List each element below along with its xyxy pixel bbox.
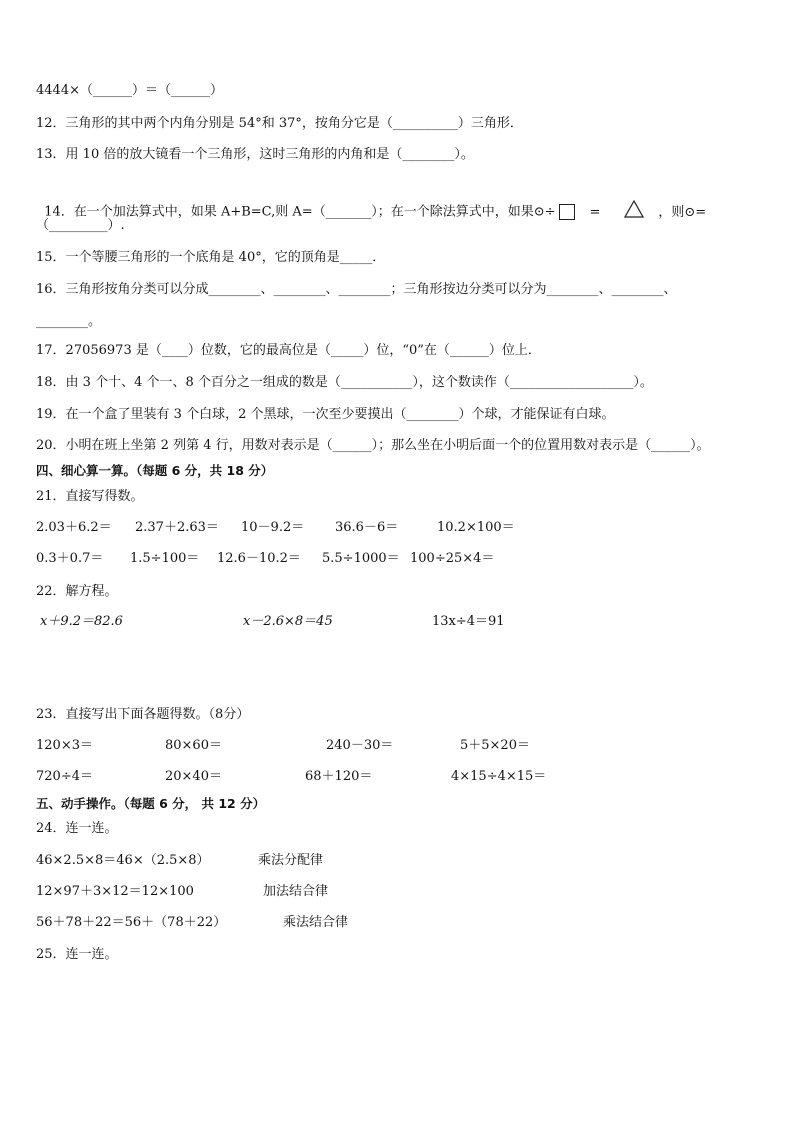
question-18: 18．由 3 个十、4 个一、8 个百分之一组成的数是（___________），这个数读作（___________________）。 (36, 375, 653, 390)
q23-row1-item: 240－30＝ (326, 738, 394, 753)
q22-equation: 13x÷4＝91 (432, 614, 505, 629)
question-14-line2: （_________）. (36, 218, 125, 233)
q21-row1-item: 10－9.2＝ (241, 520, 305, 535)
q23-row1-item: 5＋5×20＝ (460, 738, 530, 753)
question-20: 20．小明在班上坐第 2 列第 4 行，用数对表示是（______）；那么坐在小明后面一个的位置用数对表示是（______）。 (36, 438, 710, 453)
q21-row2-item: 12.6－10.2＝ (217, 551, 301, 566)
q21-row1-item: 2.03＋6.2＝ (36, 520, 112, 535)
question-13: 13．用 10 倍的放大镜看一个三角形，这时三角形的内角和是（________）。 (36, 147, 474, 162)
question-25: 25．连一连。 (36, 947, 118, 962)
question-16-line2: ________。 (36, 314, 102, 329)
q21-row1-item: 10.2×100＝ (437, 520, 515, 535)
q24-left-item: 46×2.5×8＝46×（2.5×8） (36, 853, 210, 868)
q24-left-item: 12×97＋3×12＝12×100 (36, 884, 194, 899)
q21-row2-item: 0.3＋0.7＝ (36, 551, 104, 566)
question-21-title: 21．直接写得数。 (36, 489, 144, 504)
question-23-title: 23．直接写出下面各题得数。（8分） (36, 707, 250, 722)
section-4-heading: 四、细心算一算。（每题 6 分，共 18 分） (36, 463, 274, 478)
question-16-line1: 16．三角形按角分类可以分成________、________、________；三角形按边分类可以分为________、________、 (36, 282, 677, 297)
question-14 (36, 181, 706, 225)
question-12: 12．三角形的其中两个内角分别是 54°和 37°，按角分它是（__________）三角形． (36, 116, 523, 131)
question-19: 19．在一个盒了里装有 3 个白球，2 个黑球，一次至少要摸出（________）个球，才能保证有白球。 (36, 407, 615, 422)
q24-right-item: 乘法分配律 (258, 853, 324, 868)
q24-right-item: 加法结合律 (263, 884, 329, 899)
q21-row2-item: 100÷25×4＝ (410, 551, 495, 566)
top-line: 4444×（______）＝（______） (36, 83, 223, 98)
question-24-title: 24．连一连。 (36, 821, 118, 836)
question-22-title: 22．解方程。 (36, 584, 118, 599)
q21-row2-item: 1.5÷100＝ (130, 551, 200, 566)
question-15: 15．一个等腰三角形的一个底角是 40°，它的顶角是_____． (36, 250, 386, 265)
q24-right-item: 乘法结合律 (283, 915, 349, 930)
q23-row2-item: 20×40＝ (165, 769, 222, 784)
q23-row2-item: 720÷4＝ (36, 769, 93, 784)
q21-row1-item: 2.37＋2.63＝ (135, 520, 219, 535)
q21-row2-item: 5.5÷1000＝ (322, 551, 400, 566)
section-5-heading: 五、动手操作。（每题 6 分， 共 12 分） (36, 796, 266, 811)
question-14-eq: = (589, 204, 601, 220)
q22-equation: x－2.6×8＝45 (243, 614, 333, 629)
q22-equation: x＋9.2＝82.6 (40, 614, 123, 629)
q23-row2-item: 4×15÷4×15＝ (451, 769, 547, 784)
q23-row1-item: 80×60＝ (165, 738, 222, 753)
square-icon (559, 204, 575, 220)
triangle-icon (624, 199, 644, 225)
question-17: 17．27056973 是（____）位数，它的最高位是（_____）位，“0”在（______）位上． (36, 343, 541, 358)
q23-row2-item: 68＋120＝ (305, 769, 373, 784)
q23-row1-item: 120×3＝ (36, 738, 93, 753)
q21-row1-item: 36.6－6＝ (335, 520, 399, 535)
question-14-part2: ，则⊙= (658, 204, 707, 220)
question-14-part1: 14．在一个加法算式中，如果 A+B=C,则 A=（_______）；在一个除法算式中，如果⊙÷ (44, 204, 556, 220)
q24-left-item: 56＋78＋22＝56＋（78＋22） (36, 915, 227, 930)
